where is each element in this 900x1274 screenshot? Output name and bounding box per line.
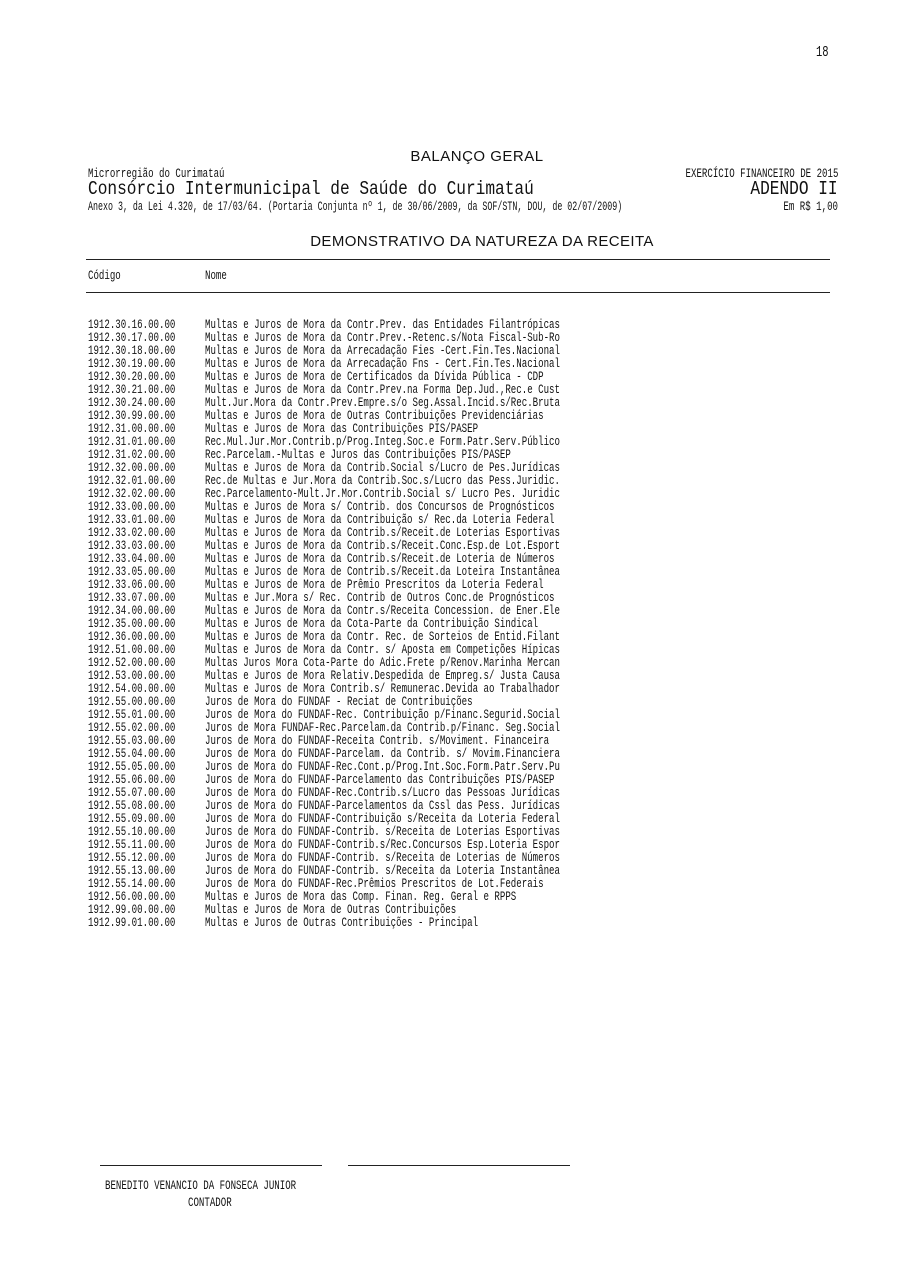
row-name: Multas e Juros de Mora de Outras Contribuições Previdenciárias: [205, 408, 544, 423]
currency-unit: Em R$ 1,00: [783, 199, 838, 214]
row-name: Juros de Mora do FUNDAF-Receita Contrib. s/Moviment. Financeira: [205, 733, 550, 748]
row-name: Juros de Mora FUNDAF-Rec.Parcelam.da Contrib.p/Financ. Seg.Social: [205, 720, 560, 735]
row-code: 1912.55.08.00.00: [88, 798, 176, 813]
row-code: 1912.32.01.00.00: [88, 473, 176, 488]
row-code: 1912.30.99.00.00: [88, 408, 176, 423]
row-code: 1912.51.00.00.00: [88, 642, 176, 657]
row-code: 1912.33.03.00.00: [88, 538, 176, 553]
row-name: Multas e Juros de Mora da Arrecadação Fns - Cert.Fin.Tes.Nacional: [205, 356, 560, 371]
row-code: 1912.55.01.00.00: [88, 707, 176, 722]
row-name: Multas e Juros de Mora de Outras Contribuições: [205, 902, 457, 917]
row-code: 1912.99.01.00.00: [88, 915, 176, 930]
row-code: 1912.55.05.00.00: [88, 759, 176, 774]
row-name: Rec.Parcelamento-Mult.Jr.Mor.Contrib.Social s/ Lucro Pes. Juridic: [205, 486, 560, 501]
entity-name: Consórcio Intermunicipal de Saúde do Curimataú: [88, 178, 534, 200]
row-code: 1912.33.01.00.00: [88, 512, 176, 527]
row-name: Multas e Juros de Mora da Contrib.s/Receit.de Loterias Esportivas: [205, 525, 560, 540]
page-number: 18: [815, 44, 829, 61]
row-name: Multas e Juros de Mora de Prêmio Prescritos da Loteria Federal: [205, 577, 544, 592]
region-label: Microrregião do Curimataú: [88, 166, 225, 181]
signer-name: BENEDITO VENANCIO DA FONSECA JUNIOR: [105, 1178, 297, 1193]
row-name: Juros de Mora do FUNDAF-Contrib. s/Receita de Loterias de Números: [205, 850, 560, 865]
signature-line-right: [348, 1165, 570, 1166]
row-name: Juros de Mora do FUNDAF-Contrib.s/Rec.Concursos Esp.Loteria Espor: [205, 837, 560, 852]
row-name: Multas e Jur.Mora s/ Rec. Contrib de Outros Conc.de Prognósticos: [205, 590, 555, 605]
annex-label: ADENDO II: [750, 178, 838, 200]
row-name: Multas e Juros de Mora das Comp. Finan. Reg. Geral e RPPS: [205, 889, 517, 904]
row-code: 1912.36.00.00.00: [88, 629, 176, 644]
row-name: Juros de Mora do FUNDAF-Rec.Cont.p/Prog.Int.Soc.Form.Patr.Serv.Pu: [205, 759, 560, 774]
row-code: 1912.33.00.00.00: [88, 499, 176, 514]
row-name: Multas e Juros de Mora da Contrib.s/Receit.Conc.Esp.de Lot.Esport: [205, 538, 560, 553]
row-name: Multas e Juros de Mora da Contrib.s/Receit.de Loteria de Números: [205, 551, 555, 566]
row-code: 1912.56.00.00.00: [88, 889, 176, 904]
row-code: 1912.55.14.00.00: [88, 876, 176, 891]
row-code: 1912.33.04.00.00: [88, 551, 176, 566]
row-code: 1912.34.00.00.00: [88, 603, 176, 618]
row-code: 1912.31.00.00.00: [88, 421, 176, 436]
table-row: [88, 916, 828, 929]
row-name: Juros de Mora do FUNDAF-Rec.Contrib.s/Lucro das Pessoas Jurídicas: [205, 785, 560, 800]
row-code: 1912.52.00.00.00: [88, 655, 176, 670]
report-subtitle: DEMONSTRATIVO DA NATUREZA DA RECEITA: [310, 233, 654, 250]
row-code: 1912.55.10.00.00: [88, 824, 176, 839]
row-name: Rec.Parcelam.-Multas e Juros das Contribuições PIS/PASEP: [205, 447, 511, 462]
row-code: 1912.55.11.00.00: [88, 837, 176, 852]
row-name: Juros de Mora do FUNDAF-Rec.Prêmios Prescritos de Lot.Federais: [205, 876, 544, 891]
column-header-name: Nome: [205, 268, 227, 283]
row-code: 1912.55.00.00.00: [88, 694, 176, 709]
row-code: 1912.99.00.00.00: [88, 902, 176, 917]
row-code: 1912.30.19.00.00: [88, 356, 176, 371]
row-code: 1912.30.17.00.00: [88, 330, 176, 345]
row-name: Juros de Mora do FUNDAF-Parcelamentos da Cssl das Pess. Jurídicas: [205, 798, 560, 813]
signature-line-left: [100, 1165, 322, 1166]
row-name: Multas e Juros de Mora de Contrib.s/Receit.da Loteira Instantânea: [205, 564, 560, 579]
row-code: 1912.55.02.00.00: [88, 720, 176, 735]
row-name: Juros de Mora do FUNDAF-Contrib. s/Receita de Loterias Esportivas: [205, 824, 560, 839]
exercise-label: EXERCÍCIO FINANCEIRO DE 2015: [685, 166, 838, 181]
row-code: 1912.30.24.00.00: [88, 395, 176, 410]
header-rule-bottom: [86, 292, 830, 293]
table-row: [88, 890, 828, 903]
row-name: Multas e Juros de Mora da Contrib.Social s/Lucro de Pes.Jurídicas: [205, 460, 560, 475]
column-header-code: Código: [88, 268, 121, 283]
report-title: BALANÇO GERAL: [410, 148, 544, 165]
row-code: 1912.55.09.00.00: [88, 811, 176, 826]
row-name: Multas e Juros de Mora da Cota-Parte da Contribuição Sindical: [205, 616, 539, 631]
row-code: 1912.30.18.00.00: [88, 343, 176, 358]
row-code: 1912.30.16.00.00: [88, 317, 176, 332]
row-code: 1912.33.07.00.00: [88, 590, 176, 605]
row-name: Multas e Juros de Mora de Certificados da Dívida Pública - CDP: [205, 369, 544, 384]
header-rule-top: [86, 259, 830, 260]
row-name: Multas e Juros de Mora da Contr.Prev.na Forma Dep.Jud.,Rec.e Cust: [205, 382, 560, 397]
row-code: 1912.30.21.00.00: [88, 382, 176, 397]
row-code: 1912.31.02.00.00: [88, 447, 176, 462]
row-code: 1912.32.02.00.00: [88, 486, 176, 501]
row-code: 1912.53.00.00.00: [88, 668, 176, 683]
row-name: Multas e Juros de Mora da Contr. Rec. de Sorteios de Entid.Filant: [205, 629, 560, 644]
row-name: Multas e Juros de Mora das Contribuições PIS/PASEP: [205, 421, 479, 436]
row-code: 1912.54.00.00.00: [88, 681, 176, 696]
row-name: Juros de Mora do FUNDAF-Contrib. s/Receita da Loteria Instantânea: [205, 863, 560, 878]
row-name: Juros de Mora do FUNDAF-Parcelam. da Contrib. s/ Movim.Financiera: [205, 746, 560, 761]
row-name: Rec.de Multas e Jur.Mora da Contrib.Soc.s/Lucro das Pess.Juridic.: [205, 473, 560, 488]
row-code: 1912.33.02.00.00: [88, 525, 176, 540]
row-code: 1912.55.13.00.00: [88, 863, 176, 878]
signer-role: CONTADOR: [188, 1195, 232, 1210]
row-code: 1912.55.06.00.00: [88, 772, 176, 787]
row-name: Multas e Juros de Mora da Contr.Prev.-Retenc.s/Nota Fiscal-Sub-Ro: [205, 330, 560, 345]
row-name: Juros de Mora do FUNDAF-Rec. Contribuição p/Financ.Segurid.Social: [205, 707, 560, 722]
row-name: Multas e Juros de Mora Relativ.Despedida de Empreg.s/ Justa Causa: [205, 668, 560, 683]
row-code: 1912.31.01.00.00: [88, 434, 176, 449]
row-name: Multas e Juros de Mora da Contr.Prev. das Entidades Filantrópicas: [205, 317, 560, 332]
row-name: Multas e Juros de Mora Contrib.s/ Remunerac.Devida ao Trabalhador: [205, 681, 560, 696]
row-name: Multas Juros Mora Cota-Parte do Adic.Frete p/Renov.Marinha Mercan: [205, 655, 560, 670]
row-name: Mult.Jur.Mora da Contr.Prev.Empre.s/o Seg.Assal.Incid.s/Rec.Bruta: [205, 395, 560, 410]
row-code: 1912.32.00.00.00: [88, 460, 176, 475]
row-name: Multas e Juros de Mora da Contr.s/Receita Concession. de Ener.Ele: [205, 603, 560, 618]
row-name: Juros de Mora do FUNDAF-Parcelamento das Contribuições PIS/PASEP: [205, 772, 555, 787]
row-name: Juros de Mora do FUNDAF - Reciat de Contribuições: [205, 694, 473, 709]
row-code: 1912.55.03.00.00: [88, 733, 176, 748]
row-code: 1912.35.00.00.00: [88, 616, 176, 631]
revenue-table: [88, 318, 828, 929]
row-code: 1912.33.05.00.00: [88, 564, 176, 579]
row-code: 1912.33.06.00.00: [88, 577, 176, 592]
row-name: Rec.Mul.Jur.Mor.Contrib.p/Prog.Integ.Soc.e Form.Patr.Serv.Público: [205, 434, 560, 449]
row-code: 1912.55.12.00.00: [88, 850, 176, 865]
row-name: Multas e Juros de Mora s/ Contrib. dos Concursos de Prognósticos: [205, 499, 555, 514]
row-name: Multas e Juros de Outras Contribuições - Principal: [205, 915, 479, 930]
row-name: Multas e Juros de Mora da Arrecadação Fies -Cert.Fin.Tes.Nacional: [205, 343, 560, 358]
row-code: 1912.55.04.00.00: [88, 746, 176, 761]
row-name: Juros de Mora do FUNDAF-Contribuição s/Receita da Loteria Federal: [205, 811, 560, 826]
row-name: Multas e Juros de Mora da Contribuição s/ Rec.da Loteria Federal: [205, 512, 555, 527]
row-code: 1912.55.07.00.00: [88, 785, 176, 800]
row-code: 1912.30.20.00.00: [88, 369, 176, 384]
legal-reference: Anexo 3, da Lei 4.320, de 17/03/64. (Portaria Conjunta nº 1, de 30/06/2009, da SOF/STN, DOU, de 02/07/2009): [88, 199, 623, 214]
row-name: Multas e Juros de Mora da Contr. s/ Aposta em Competições Hípicas: [205, 642, 560, 657]
